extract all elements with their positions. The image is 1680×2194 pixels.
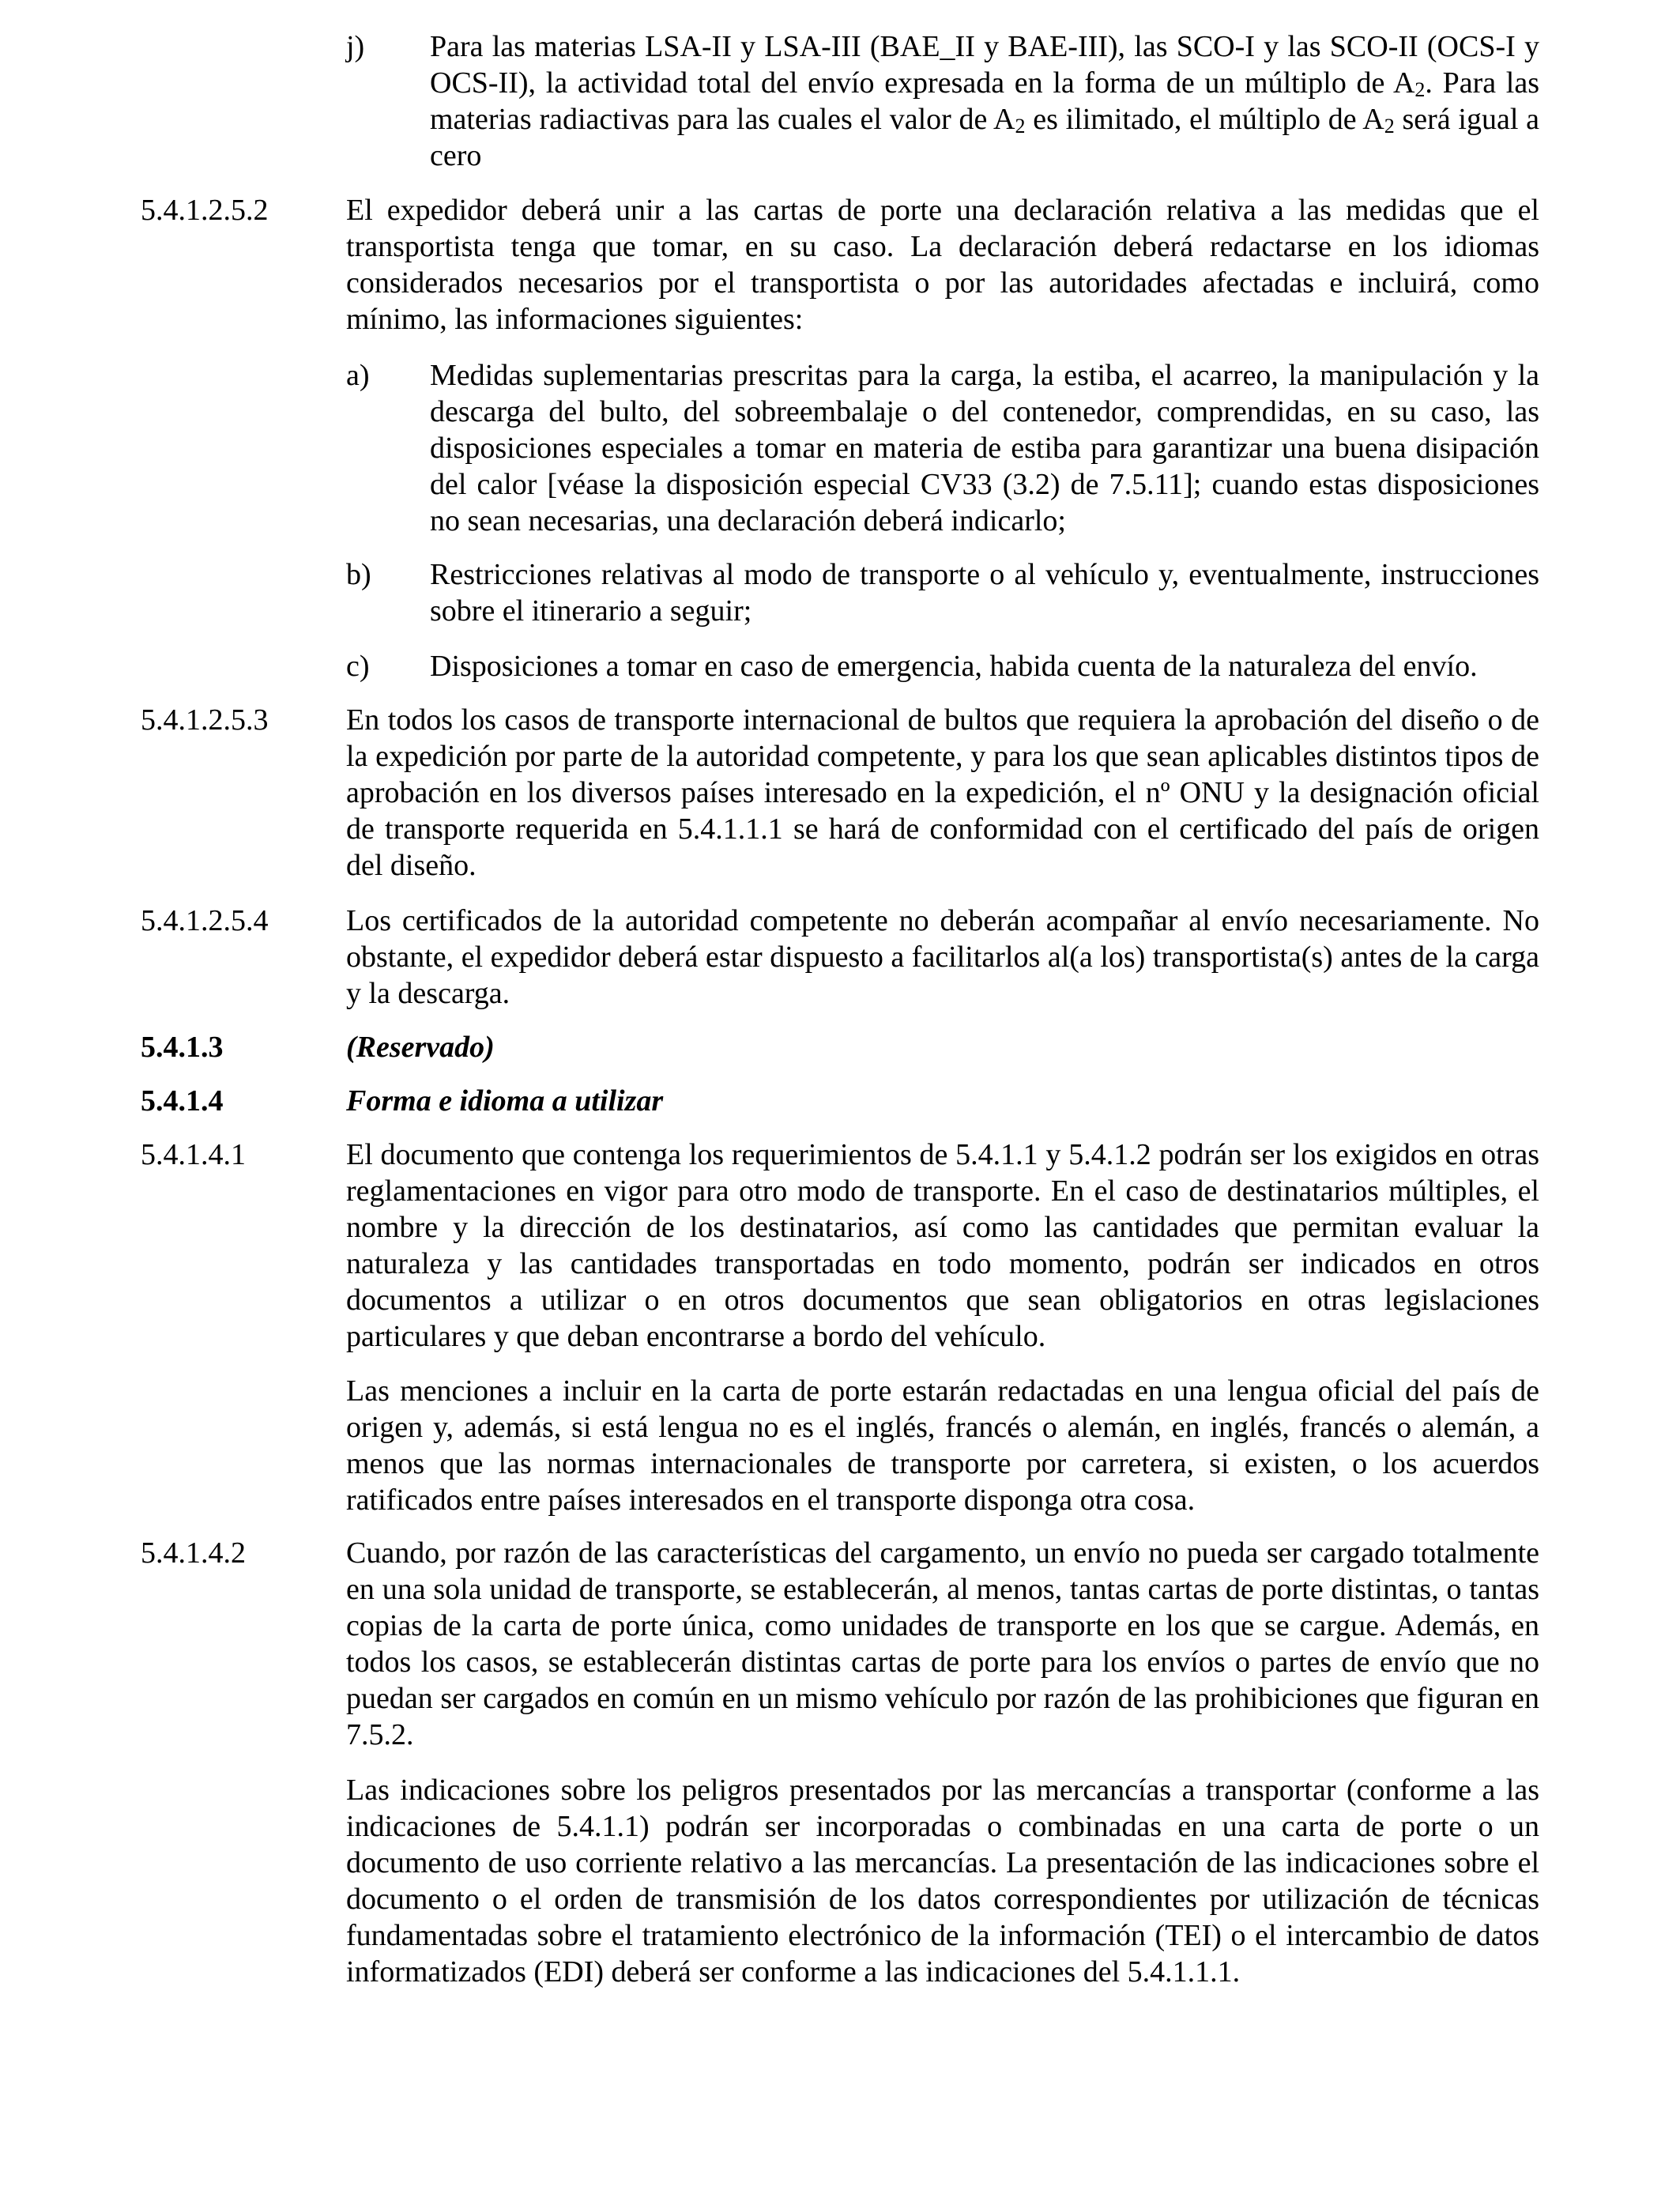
section-number: 5.4.1.2.5.4 [141,904,269,937]
section-number: 5.4.1.4 [141,1084,224,1118]
section-5-4-1-4-1-paragraph-2 [141,1373,1539,1518]
section-number: 5.4.1.4.1 [141,1138,246,1171]
section-text: Los certificados de la autoridad competente no deberán acompañar al envío necesariamente. No obstante, el expedidor deberá estar dispuesto a facilitarlos al(a los) transportista(s) antes de la carga y la descarga. [346,904,1539,1010]
section-5-4-1-2-5-4 [141,903,1539,1012]
list-item-label: j) [346,30,365,63]
list-item-label: c) [346,650,370,683]
list-item-text: Restricciones relativas al modo de transporte o al vehículo y, eventualmente, instrucciones sobre el itinerario a seguir; [430,558,1539,628]
section-number: 5.4.1.2.5.2 [141,194,269,227]
list-item-label: b) [346,558,371,591]
section-title: (Reservado) [346,1031,495,1064]
section-number: 5.4.1.2.5.3 [141,703,269,737]
section-title: Forma e idioma a utilizar [346,1084,664,1118]
section-5-4-1-4-2 [141,1535,1539,1753]
list-item-j [346,28,1539,174]
section-number: 5.4.1.4.2 [141,1536,246,1570]
list-item-b [346,556,1539,629]
section-5-4-1-3 [141,1029,1539,1065]
list-item-text: Disposiciones a tomar en caso de emergencia, habida cuenta de la naturaleza del envío. [430,650,1478,683]
list-item-text: Medidas suplementarias prescritas para la carga, la estiba, el acarreo, la manipulación y la descarga del bulto, del sobreembalaje o del contenedor, comprendidas, en su caso, las disposiciones especiales a tomar en materia de estiba para garantizar una buena disipación del calor [véase la disposición especial CV33 (3.2) de 7.5.11]; cuando estas disposiciones no sean necesarias, una declaración deberá indicarlo; [430,359,1539,537]
section-text: Las menciones a incluir en la carta de porte estarán redactadas en una lengua oficial del país de origen y, además, si está lengua no es el inglés, francés o alemán, en inglés, francés o alemán, a menos que las normas internacionales de transporte por carretera, si existen, o los acuerdos ratificados entre países interesados en el transporte disponga otra cosa. [346,1374,1539,1517]
list-item-a [346,357,1539,539]
list-item-c [346,648,1539,684]
section-text: El documento que contenga los requerimientos de 5.4.1.1 y 5.4.1.2 podrán ser los exigidos en otras reglamentaciones en vigor para otro modo de transporte. En el caso de destinatarios múltiples, el nombre y la dirección de los destinatarios, así como las cantidades que permitan evaluar la naturaleza y las cantidades transportadas en todo momento, podrán ser indicados en otros documentos a utilizar o en otros documentos que sean obligatorios en otras legislaciones particulares y que deban encontrarse a bordo del vehículo. [346,1138,1539,1353]
section-text: Cuando, por razón de las características del cargamento, un envío no pueda ser cargado totalmente en una sola unidad de transporte, se establecerán, al menos, tantas cartas de porte distintas, o tantas copias de la carta de porte única, como unidades de transporte en los que se cargue. Además, en todos los casos, se establecerán distintas cartas de porte para los envíos o partes de envío que no puedan ser cargados en común en un mismo vehículo por razón de las prohibiciones que figuran en 7.5.2. [346,1536,1539,1751]
section-text: En todos los casos de transporte internacional de bultos que requiera la aprobación del diseño o de la expedición por parte de la autoridad competente, y para los que sean aplicables distintos tipos de aprobación en los diversos países interesado en la expedición, el nº ONU y la designación oficial de transporte requerida en 5.4.1.1.1 se hará de conformidad con el certificado del país de origen del diseño. [346,703,1539,882]
section-5-4-1-4-2-paragraph-2 [141,1772,1539,1990]
section-text: Las indicaciones sobre los peligros presentados por las mercancías a transportar (conforme a las indicaciones de 5.4.1.1) podrán ser incorporadas o combinadas en una carta de porte o un documento de uso corriente relativo a las mercancías. La presentación de las indicaciones sobre el documento o el orden de transmisión de los datos correspondientes por utilización de técnicas fundamentadas sobre el tratamiento electrónico de la información (TEI) o el intercambio de datos informatizados (EDI) deberá ser conforme a las indicaciones del 5.4.1.1.1. [346,1774,1539,1989]
section-text: El expedidor deberá unir a las cartas de porte una declaración relativa a las medidas que el transportista tenga que tomar, en su caso. La declaración deberá redactarse en los idiomas considerados necesarios por el transportista o por las autoridades afectadas e incluirá, como mínimo, las informaciones siguientes: [346,194,1539,336]
section-number: 5.4.1.3 [141,1031,224,1064]
section-5-4-1-4 [141,1083,1539,1119]
list-item-label: a) [346,359,370,392]
section-5-4-1-4-1 [141,1137,1539,1355]
list-item-text: Para las materias LSA-II y LSA-III (BAE_II y BAE-III), las SCO-I y las SCO-II (OCS-I y OCS-II), la actividad total del envío expresada en la forma de un múltiplo de $A_2$. Para las materias radiactivas para las cuales el valor de $A_2$ es ilimitado, el múltiplo de $A_2$ será igual a cero [430,30,1539,172]
section-5-4-1-2-5-2 [141,192,1539,337]
section-5-4-1-2-5-3 [141,702,1539,884]
